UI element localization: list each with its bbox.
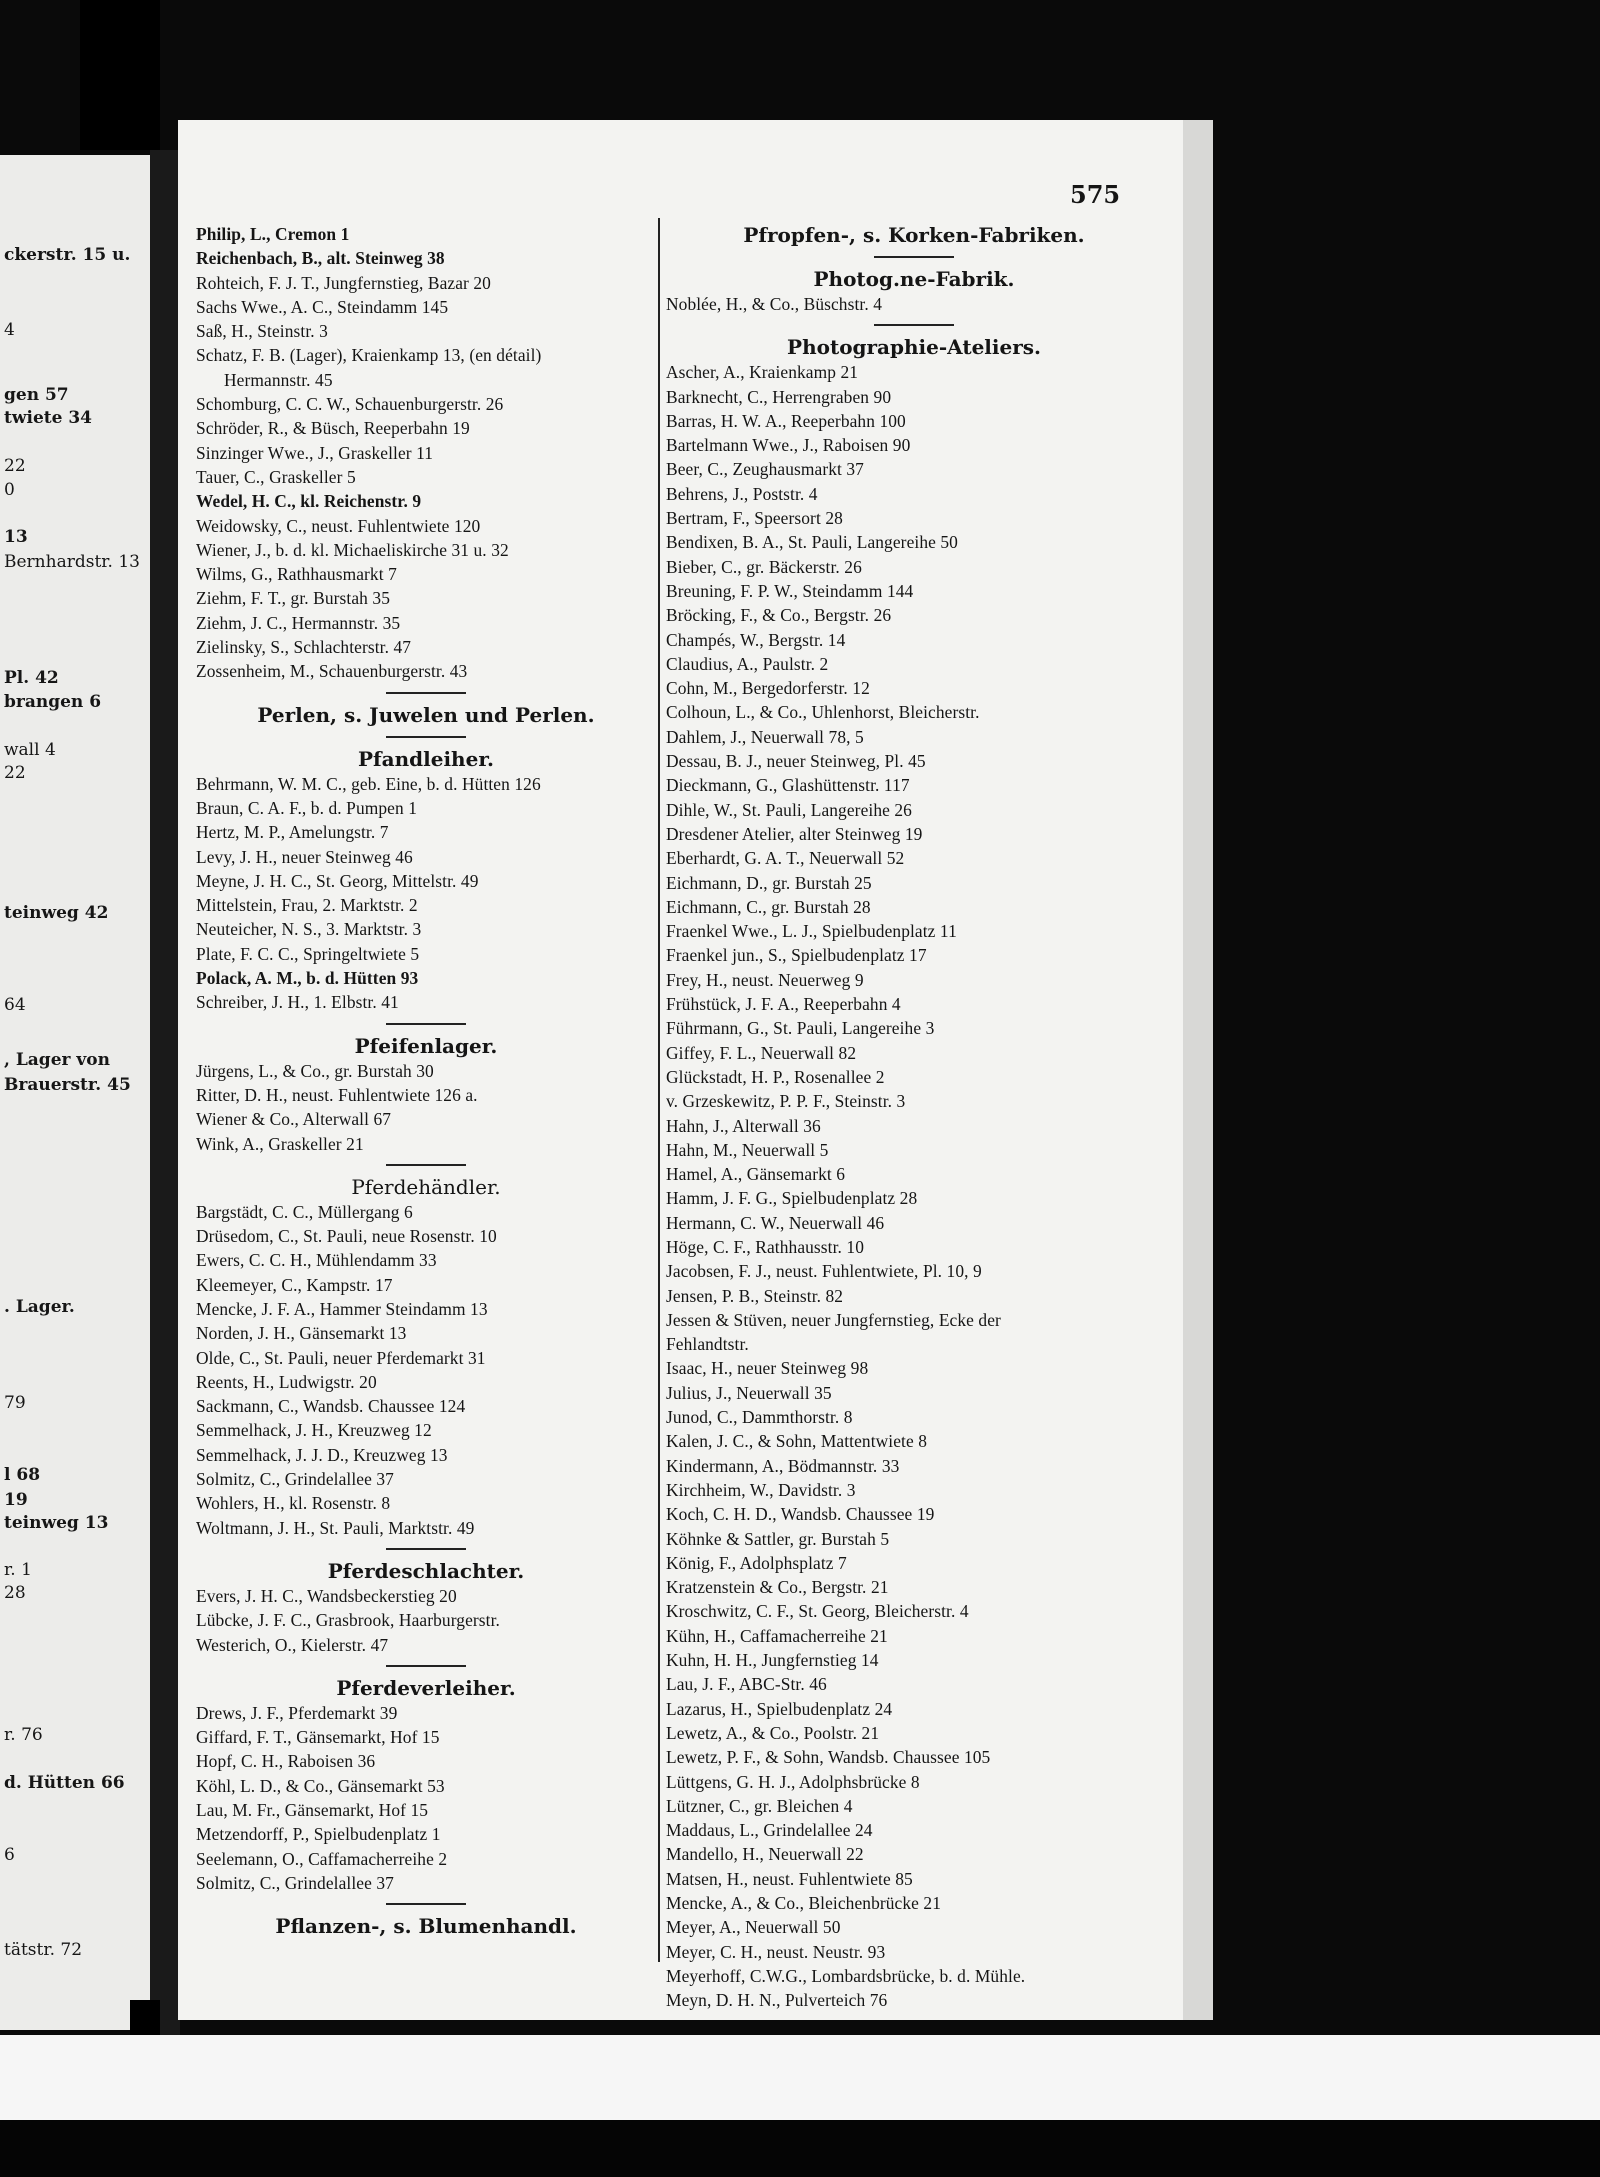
section-divider: [386, 1548, 466, 1550]
directory-entry: Ziehm, F. T., gr. Burstah 35: [196, 588, 390, 609]
directory-entry: Mittelstein, Frau, 2. Marktstr. 2: [196, 895, 418, 916]
directory-entry: Ascher, A., Kraienkamp 21: [666, 362, 859, 383]
scan-margin: [0, 2035, 1600, 2120]
left-page-fragment: twiete 34: [4, 408, 93, 428]
directory-entry: Semmelhack, J. H., Kreuzweg 12: [196, 1420, 432, 1441]
directory-entry: Kühn, H., Caffamacherreihe 21: [666, 1625, 888, 1646]
left-page-fragment: teinweg 42: [4, 903, 109, 923]
directory-entry: Neuteicher, N. S., 3. Marktstr. 3: [196, 919, 422, 940]
directory-entry: Behrens, J., Poststr. 4: [666, 483, 818, 504]
section-heading: Pfropfen-, s. Korken-Fabriken.: [743, 223, 1085, 247]
left-page-fragment: 22: [4, 456, 26, 476]
directory-entry: Lau, M. Fr., Gänsemarkt, Hof 15: [196, 1800, 429, 1821]
directory-entry: Noblée, H., & Co., Büschstr. 4: [666, 294, 883, 314]
directory-entry: Dieckmann, G., Glashüttenstr. 117: [666, 775, 910, 796]
left-page-fragment: . Lager.: [4, 1297, 75, 1317]
directory-entry: Jessen & Stüven, neuer Jungfernstieg, Ecke der: [666, 1309, 1001, 1330]
section-divider: [874, 256, 954, 258]
directory-entry: Reichenbach, B., alt. Steinweg 38: [196, 248, 445, 269]
directory-entry: Sackmann, C., Wandsb. Chaussee 124: [196, 1396, 466, 1417]
book-spine-top: [80, 0, 160, 150]
directory-entry: Ewers, C. C. H., Mühlendamm 33: [196, 1250, 437, 1271]
directory-entry: Meyerhoff, C.W.G., Lombardsbrücke, b. d. Mühle.: [666, 1965, 1026, 1986]
directory-entry: Semmelhack, J. J. D., Kreuzweg 13: [196, 1444, 448, 1465]
section-divider: [386, 692, 466, 694]
left-page-fragment: Bernhardstr. 13: [4, 552, 140, 572]
directory-entry: Giffey, F. L., Neuerwall 82: [666, 1042, 857, 1063]
directory-entry: Lau, J. F., ABC-Str. 46: [666, 1674, 827, 1695]
section-heading: Perlen, s. Juwelen und Perlen.: [257, 702, 595, 727]
directory-entry: Jürgens, L., & Co., gr. Burstah 30: [196, 1060, 434, 1081]
directory-entry: Kroschwitz, C. F., St. Georg, Bleicherstr. 4: [666, 1601, 969, 1622]
section-divider: [386, 1903, 466, 1905]
directory-entry: Lübcke, J. F. C., Grasbrook, Haarburgerstr.: [196, 1610, 500, 1631]
section-divider: [386, 736, 466, 738]
directory-entry: Sachs Wwe., A. C., Steindamm 145: [196, 296, 449, 317]
directory-entry: Dihle, W., St. Pauli, Langereihe 26: [666, 799, 912, 820]
left-page-fragment: teinweg 13: [4, 1513, 109, 1533]
directory-entry: Führmann, G., St. Pauli, Langereihe 3: [666, 1018, 935, 1039]
directory-entry: Sinzinger Wwe., J., Graskeller 11: [196, 442, 434, 463]
directory-entry: Levy, J. H., neuer Steinweg 46: [196, 846, 413, 867]
left-page-fragment: tätstr. 72: [4, 1940, 83, 1960]
left-page-fragment: 28: [4, 1583, 26, 1603]
directory-entry: Hertz, M. P., Amelungstr. 7: [196, 822, 389, 843]
section-heading: Photographie-Ateliers.: [787, 335, 1041, 360]
directory-entry: Hermannstr. 45: [224, 369, 333, 390]
section-divider: [874, 324, 954, 326]
left-page-fragment: wall 4: [4, 740, 56, 760]
directory-entry: Hamel, A., Gänsemarkt 6: [666, 1164, 846, 1185]
directory-entry: Colhoun, L., & Co., Uhlenhorst, Bleicherstr.: [666, 702, 980, 723]
left-page-fragment: ckerstr. 15 u.: [4, 245, 131, 265]
directory-entry: Hamm, J. F. G., Spielbudenplatz 28: [666, 1188, 918, 1209]
directory-entry: Lüttgens, G. H. J., Adolphsbrücke 8: [666, 1771, 920, 1792]
directory-entry: Bartelmann Wwe., J., Raboisen 90: [666, 435, 911, 456]
directory-entry: Drüsedom, C., St. Pauli, neue Rosenstr. 10: [196, 1226, 497, 1247]
directory-entry: Zielinsky, S., Schlachterstr. 47: [196, 637, 412, 658]
directory-entry: Dessau, B. J., neuer Steinweg, Pl. 45: [666, 751, 926, 772]
section-heading: Photog.ne-Fabrik.: [813, 267, 1015, 291]
left-page-fragment: 13: [4, 527, 28, 547]
left-page-fragment: r. 76: [4, 1725, 43, 1745]
directory-entry: Bertram, F., Speersort 28: [666, 508, 843, 529]
directory-entry: Hermann, C. W., Neuerwall 46: [666, 1212, 885, 1233]
directory-entry: Ritter, D. H., neust. Fuhlentwiete 126 a.: [196, 1084, 478, 1105]
section-heading: Pferdeschlachter.: [327, 1558, 525, 1583]
left-page-fragment: 19: [4, 1490, 28, 1510]
directory-entry: Isaac, H., neuer Steinweg 98: [666, 1358, 869, 1379]
section-divider: [386, 1665, 466, 1667]
directory-entry: v. Grzeskewitz, P. P. F., Steinstr. 3: [666, 1091, 906, 1112]
directory-entry: Kleemeyer, C., Kampstr. 17: [196, 1274, 393, 1295]
directory-entry: Julius, J., Neuerwall 35: [666, 1382, 832, 1403]
directory-entry: Solmitz, C., Grindelallee 37: [196, 1872, 394, 1893]
left-page-fragment: gen 57: [4, 385, 69, 405]
directory-entry: Champés, W., Bergstr. 14: [666, 629, 846, 650]
directory-entry: Olde, C., St. Pauli, neuer Pferdemarkt 31: [196, 1347, 486, 1368]
directory-entry: Drews, J. F., Pferdemarkt 39: [196, 1702, 398, 1723]
section-heading: Pfandleiher.: [358, 746, 494, 771]
section-heading: Pferdeverleiher.: [336, 1675, 516, 1700]
directory-entry: Fraenkel jun., S., Spielbudenplatz 17: [666, 945, 927, 966]
left-page-fragment: brangen 6: [4, 692, 102, 712]
scan-bottom-border: [0, 2120, 1600, 2177]
directory-entry: Kalen, J. C., & Sohn, Mattentwiete 8: [666, 1431, 928, 1452]
section-heading: Pfeifenlager.: [354, 1033, 498, 1058]
directory-entry: Seelemann, O., Caffamacherreihe 2: [196, 1848, 448, 1869]
left-page-fragment: r. 1: [4, 1560, 32, 1580]
right-column: [664, 222, 1164, 2012]
directory-entry: Mandello, H., Neuerwall 22: [666, 1844, 864, 1865]
directory-entry: Kindermann, A., Bödmannstr. 33: [666, 1455, 900, 1476]
directory-entry: Wilms, G., Rathhausmarkt 7: [196, 564, 397, 585]
directory-entry: Bröcking, F., & Co., Bergstr. 26: [666, 605, 892, 626]
directory-entry: Plate, F. C. C., Springeltwiete 5: [196, 943, 420, 964]
directory-entry: Dresdener Atelier, alter Steinweg 19: [666, 823, 923, 844]
directory-entry: Bieber, C., gr. Bäckerstr. 26: [666, 556, 862, 577]
directory-entry: Mencke, J. F. A., Hammer Steindamm 13: [196, 1298, 488, 1319]
directory-entry: Mencke, A., & Co., Bleichenbrücke 21: [666, 1893, 942, 1913]
left-page-fragment: 22: [4, 763, 26, 783]
page-edge: [1183, 120, 1213, 2020]
directory-entry: Frühstück, J. F. A., Reeperbahn 4: [666, 994, 901, 1015]
directory-entry: Eichmann, D., gr. Burstah 25: [666, 872, 872, 893]
left-page-fragment: 6: [4, 1845, 15, 1865]
directory-entry: Kratzenstein & Co., Bergstr. 21: [666, 1577, 889, 1598]
directory-entry: Eberhardt, G. A. T., Neuerwall 52: [666, 848, 905, 869]
directory-entry: Wink, A., Graskeller 21: [196, 1133, 364, 1154]
directory-entry: Tauer, C., Graskeller 5: [196, 466, 356, 487]
left-column: [196, 222, 656, 1939]
directory-entry: Rohteich, F. J. T., Jungfernstieg, Bazar 20: [196, 272, 491, 293]
directory-entry: Höge, C. F., Rathhausstr. 10: [666, 1236, 865, 1257]
directory-entry: Philip, L., Cremon 1: [196, 224, 350, 244]
directory-entry: Schatz, F. B. (Lager), Kraienkamp 13, (en détail): [196, 345, 542, 366]
directory-entry: Meyer, C. H., neust. Neustr. 93: [666, 1941, 886, 1962]
left-page-fragment: Brauerstr. 45: [4, 1075, 131, 1095]
directory-entry: Metzendorff, P., Spielbudenplatz 1: [196, 1824, 441, 1845]
directory-entry: Hahn, J., Alterwall 36: [666, 1115, 821, 1136]
directory-entry: Köhl, L. D., & Co., Gänsemarkt 53: [196, 1775, 445, 1796]
left-page-fragment: 4: [4, 320, 15, 340]
directory-entry: Braun, C. A. F., b. d. Pumpen 1: [196, 797, 418, 818]
directory-entry: Ziehm, J. C., Hermannstr. 35: [196, 612, 401, 633]
directory-entry: Lewetz, A., & Co., Poolstr. 21: [666, 1722, 880, 1743]
column-divider: [658, 218, 660, 1962]
directory-entry: Schreiber, J. H., 1. Elbstr. 41: [196, 992, 399, 1013]
directory-entry: Matsen, H., neust. Fuhlentwiete 85: [666, 1868, 913, 1889]
directory-entry: Reents, H., Ludwigstr. 20: [196, 1371, 377, 1392]
directory-entry: Frey, H., neust. Neuerweg 9: [666, 969, 864, 990]
directory-entry: Meyn, D. H. N., Pulverteich 76: [666, 1990, 888, 2011]
directory-entry: Giffard, F. T., Gänsemarkt, Hof 15: [196, 1727, 440, 1748]
directory-entry: Barknecht, C., Herrengraben 90: [666, 386, 892, 407]
directory-entry: Polack, A. M., b. d. Hütten 93: [196, 968, 419, 989]
directory-entry: Lewetz, P. F., & Sohn, Wandsb. Chaussee 105: [666, 1747, 991, 1768]
directory-entry: Jacobsen, F. J., neust. Fuhlentwiete, Pl. 10, 9: [666, 1261, 982, 1282]
directory-entry: Meyer, A., Neuerwall 50: [666, 1917, 841, 1938]
directory-entry: Fraenkel Wwe., L. J., Spielbudenplatz 11: [666, 921, 957, 942]
left-page-fragment: Pl. 42: [4, 668, 59, 688]
directory-entry: Weidowsky, C., neust. Fuhlentwiete 120: [196, 515, 481, 536]
directory-entry: Woltmann, J. H., St. Pauli, Marktstr. 49: [196, 1517, 475, 1538]
directory-entry: Solmitz, C., Grindelallee 37: [196, 1469, 394, 1490]
directory-entry: Zossenheim, M., Schauenburgerstr. 43: [196, 661, 468, 682]
directory-entry: Lazarus, H., Spielbudenplatz 24: [666, 1698, 893, 1719]
directory-entry: Westerich, O., Kielerstr. 47: [196, 1634, 389, 1655]
section-heading: Pflanzen-, s. Blumenhandl.: [275, 1914, 577, 1939]
section-divider: [386, 1023, 466, 1025]
directory-entry: Koch, C. H. D., Wandsb. Chaussee 19: [666, 1504, 935, 1525]
section-heading: Pferdehändler.: [351, 1174, 501, 1199]
left-page-fragment: , Lager von: [4, 1050, 110, 1070]
directory-entry: Cohn, M., Bergedorferstr. 12: [666, 678, 870, 699]
directory-entry: Kirchheim, W., Davidstr. 3: [666, 1479, 856, 1500]
section-divider: [386, 1164, 466, 1166]
directory-entry: Junod, C., Dammthorstr. 8: [666, 1407, 853, 1428]
directory-entry: Wiener & Co., Alterwall 67: [196, 1109, 392, 1130]
directory-entry: Köhnke & Sattler, gr. Burstah 5: [666, 1528, 890, 1549]
directory-entry: Evers, J. H. C., Wandsbeckerstieg 20: [196, 1585, 457, 1606]
directory-entry: Behrmann, W. M. C., geb. Eine, b. d. Hütten 126: [196, 773, 541, 794]
directory-entry: Saß, H., Steinstr. 3: [196, 321, 328, 342]
directory-entry: Meyne, J. H. C., St. Georg, Mittelstr. 49: [196, 870, 479, 891]
directory-entry: Jensen, P. B., Steinstr. 82: [666, 1285, 844, 1306]
left-page-fragment: 79: [4, 1393, 26, 1413]
page-number: 575: [1070, 180, 1121, 209]
directory-entry: Fehlandtstr.: [666, 1334, 749, 1355]
left-page-fragment: 0: [4, 480, 15, 500]
directory-entry: Eichmann, C., gr. Burstah 28: [666, 896, 871, 917]
directory-entry: Hopf, C. H., Raboisen 36: [196, 1751, 376, 1772]
directory-entry: Kuhn, H. H., Jungfernstieg 14: [666, 1650, 879, 1671]
directory-entry: Barras, H. W. A., Reeperbahn 100: [666, 410, 906, 431]
directory-entry: Dahlem, J., Neuerwall 78, 5: [666, 726, 864, 747]
directory-entry: Beer, C., Zeughausmarkt 37: [666, 459, 864, 480]
left-page-fragment: 64: [4, 995, 26, 1015]
directory-entry: Lützner, C., gr. Bleichen 4: [666, 1795, 853, 1816]
book-gutter: [150, 150, 180, 2050]
directory-entry: Wohlers, H., kl. Rosenstr. 8: [196, 1493, 391, 1514]
directory-entry: Wedel, H. C., kl. Reichenstr. 9: [196, 491, 422, 512]
directory-entry: Norden, J. H., Gänsemarkt 13: [196, 1323, 407, 1344]
directory-entry: Claudius, A., Paulstr. 2: [666, 653, 829, 674]
left-page-edge: [0, 155, 150, 2030]
directory-entry: Breuning, F. P. W., Steindamm 144: [666, 580, 914, 601]
directory-entry: Hahn, M., Neuerwall 5: [666, 1139, 829, 1160]
directory-entry: Maddaus, L., Grindelallee 24: [666, 1820, 873, 1841]
directory-entry: König, F., Adolphsplatz 7: [666, 1552, 847, 1573]
directory-entry: Schomburg, C. C. W., Schauenburgerstr. 26: [196, 394, 504, 415]
directory-entry: Bargstädt, C. C., Müllergang 6: [196, 1201, 413, 1222]
directory-entry: Wiener, J., b. d. kl. Michaeliskirche 31 u. 32: [196, 539, 509, 560]
left-page-fragment: l 68: [4, 1465, 41, 1485]
directory-entry: Bendixen, B. A., St. Pauli, Langereihe 50: [666, 532, 958, 553]
directory-entry: Schröder, R., & Büsch, Reeperbahn 19: [196, 418, 470, 439]
left-page-fragment: d. Hütten 66: [4, 1773, 125, 1793]
directory-entry: Glückstadt, H. P., Rosenallee 2: [666, 1066, 885, 1087]
